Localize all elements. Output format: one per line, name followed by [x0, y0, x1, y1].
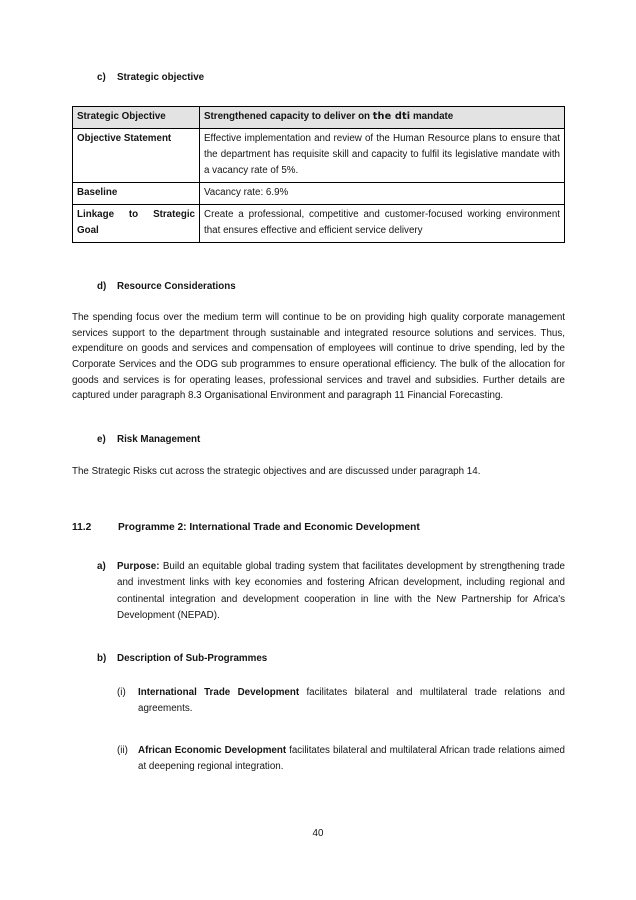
table-row-header	[73, 106, 565, 128]
sub-programme-text	[138, 743, 565, 776]
heading-strategic-objective	[97, 70, 565, 86]
heading-title: Strategic objective	[117, 72, 205, 83]
heading-resource-considerations	[97, 279, 565, 295]
table-cell-label: Baseline	[73, 182, 200, 204]
sub-programme-lead: African Economic Development	[138, 744, 287, 756]
page-content	[72, 70, 565, 776]
heading-title: Risk Management	[117, 433, 201, 445]
heading-programme-2	[72, 520, 565, 536]
heading-title: Description of Sub-Programmes	[117, 652, 268, 664]
sub-programme-body: facilitates bilateral and multilateral trade relations and agreements.	[138, 686, 565, 715]
table-cell-value: Effective implementation and review of the Human Resource plans to ensure that the department has requisite skill and capacity to fulfil its legislative mandate with a vacancy rate of 5%.	[200, 128, 565, 182]
sub-programme-item	[117, 743, 565, 776]
dti-brand-text: the dti	[372, 110, 411, 122]
risk-paragraph: The Strategic Risks cut across the strategic objectives and are discussed under paragraph 14.	[72, 466, 481, 478]
header-value-suffix: mandate	[410, 110, 454, 122]
sub-programme-lead: International Trade Development	[138, 686, 300, 698]
table-row	[73, 128, 565, 182]
table-row	[73, 204, 565, 242]
heading-marker-e: e)	[97, 433, 106, 445]
table-cell-label: Objective Statement	[73, 128, 200, 182]
programme-number: 11.2	[72, 521, 92, 533]
sub-programme-item	[117, 685, 565, 718]
strategic-objective-table	[72, 106, 565, 243]
programme-title: Programme 2: International Trade and Economic Development	[118, 521, 420, 533]
heading-marker-c: c)	[97, 72, 106, 83]
purpose-lead: Purpose:	[117, 560, 160, 572]
heading-risk-management	[97, 432, 565, 448]
item-marker-ii: (ii)	[117, 744, 128, 756]
sub-programme-text	[138, 685, 565, 718]
heading-title: Resource Considerations	[117, 280, 236, 292]
heading-marker-d: d)	[97, 280, 107, 292]
purpose-text	[117, 559, 565, 625]
sub-programme-body: facilitates bilateral and multilateral African trade relations aimed at deepening regional integration.	[138, 744, 565, 773]
table-cell-value: Create a professional, competitive and customer-focused working environment that ensures effective and efficient service delivery	[200, 204, 565, 242]
item-marker-i: (i)	[117, 686, 126, 698]
table-header-value	[200, 106, 565, 128]
purpose-item	[97, 559, 565, 625]
resource-paragraph: The spending focus over the medium term will continue to be on providing high quality corporate management services support to the department through sustainable and integrated resource solutions and services. Thus, expenditure on goods and services and compensation of employees will continue to drive spending, led by the Corporate Services and the ODG sub programmes to ensure operational efficiency. The bulk of the allocation for goods and services is for operating leases, professional services and travel and subsidies. Further details are captured under paragraph 8.3 Organisational Environment and paragraph 11 Financial Forecasting.	[72, 312, 565, 402]
table-row	[73, 182, 565, 204]
table-header-label: Strategic Objective	[73, 106, 200, 128]
heading-description-sub-programmes	[97, 651, 565, 667]
table-cell-label: Linkage to Strategic Goal	[73, 204, 200, 242]
item-marker-b: b)	[97, 652, 107, 664]
purpose-body: Build an equitable global trading system that facilitates development by strengthening trade and investment links with key economies and fostering African development, including regional and continental integration and development cooperation in line with the New Partnership for Africa's Development (NEPAD).	[117, 560, 565, 622]
table-cell-value: Vacancy rate: 6.9%	[200, 182, 565, 204]
page-number: 40	[312, 828, 324, 839]
item-marker-a: a)	[97, 560, 106, 572]
header-value-prefix: Strengthened capacity to deliver on	[204, 110, 373, 122]
